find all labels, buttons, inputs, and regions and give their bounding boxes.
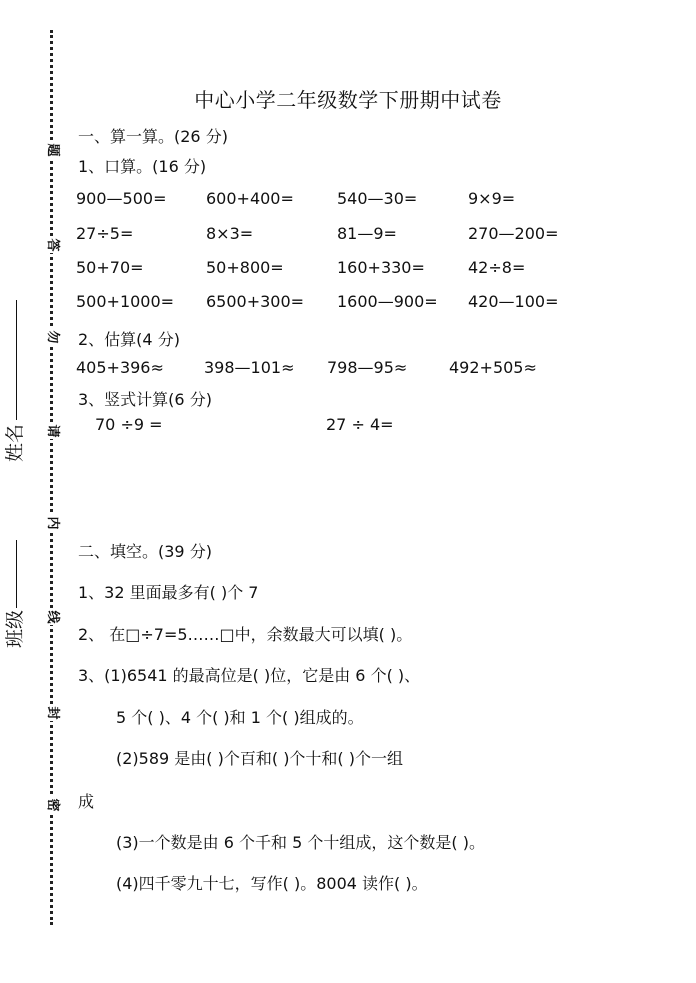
problem: 270—200= xyxy=(468,224,559,243)
sub2-heading: 2、估算(4 分) xyxy=(78,330,180,349)
fill-question-3-part4: (4)四千零九十七，写作( )。8004 读作( )。 xyxy=(116,874,428,893)
fill-question-2: 2、 在□÷7=5……□中，余数最大可以填( )。 xyxy=(78,625,413,644)
estimate-problem: 492+505≈ xyxy=(449,358,537,377)
seal-char: 请 xyxy=(45,424,60,438)
vertical-calc-problem: 70 ÷9 = xyxy=(95,415,163,434)
problem: 900—500= xyxy=(76,189,167,208)
seal-char: 答 xyxy=(45,238,60,252)
name-blank-line xyxy=(16,300,17,420)
problem: 8×3= xyxy=(206,224,254,243)
fill-question-3-part1: 3、(1)6541 的最高位是( )位，它是由 6 个( )、 xyxy=(78,666,421,685)
sub1-heading: 1、口算。(16 分) xyxy=(78,157,207,176)
fill-question-3-part2: (2)589 是由( )个百和( )个十和( )个一组 xyxy=(116,749,404,768)
problem: 540—30= xyxy=(337,189,418,208)
problem: 50+800= xyxy=(206,258,284,277)
seal-char: 题 xyxy=(45,143,60,157)
problem: 9×9= xyxy=(468,189,516,208)
problem: 42÷8= xyxy=(468,258,526,277)
problem: 600+400= xyxy=(206,189,294,208)
seal-char: 内 xyxy=(45,516,60,530)
problem: 500+1000= xyxy=(76,292,175,311)
estimate-problem: 798—95≈ xyxy=(327,358,408,377)
class-blank-line xyxy=(16,540,17,608)
page-title: 中心小学二年级数学下册期中试卷 xyxy=(194,88,502,112)
problem: 160+330= xyxy=(337,258,425,277)
fill-question-1: 1、32 里面最多有( )个 7 xyxy=(78,583,259,602)
seal-char: 勿 xyxy=(45,330,60,344)
fill-question-3-part2-cont: 成 xyxy=(78,792,95,811)
fill-question-3-part1-cont: 5 个( )、4 个( )和 1 个( )组成的。 xyxy=(116,708,364,727)
problem: 27÷5= xyxy=(76,224,134,243)
seal-char: 线 xyxy=(45,610,60,624)
problem: 50+70= xyxy=(76,258,144,277)
sub3-heading: 3、竖式计算(6 分) xyxy=(78,390,212,409)
binding-dotted-line xyxy=(50,30,53,925)
seal-char: 密 xyxy=(45,798,60,812)
estimate-problem: 405+396≈ xyxy=(76,358,164,377)
problem: 81—9= xyxy=(337,224,397,243)
class-label: 班级 xyxy=(4,609,26,648)
section2-heading: 二、填空。(39 分) xyxy=(78,542,212,561)
vertical-calc-problem: 27 ÷ 4= xyxy=(326,415,394,434)
estimate-problem: 398—101≈ xyxy=(204,358,295,377)
problem: 1600—900= xyxy=(337,292,438,311)
seal-char: 封 xyxy=(45,706,60,720)
problem: 420—100= xyxy=(468,292,559,311)
section1-heading: 一、算一算。(26 分) xyxy=(78,127,228,146)
fill-question-3-part3: (3)一个数是由 6 个千和 5 个十组成，这个数是( )。 xyxy=(116,833,485,852)
name-label: 姓名 xyxy=(4,423,26,462)
problem: 6500+300= xyxy=(206,292,305,311)
